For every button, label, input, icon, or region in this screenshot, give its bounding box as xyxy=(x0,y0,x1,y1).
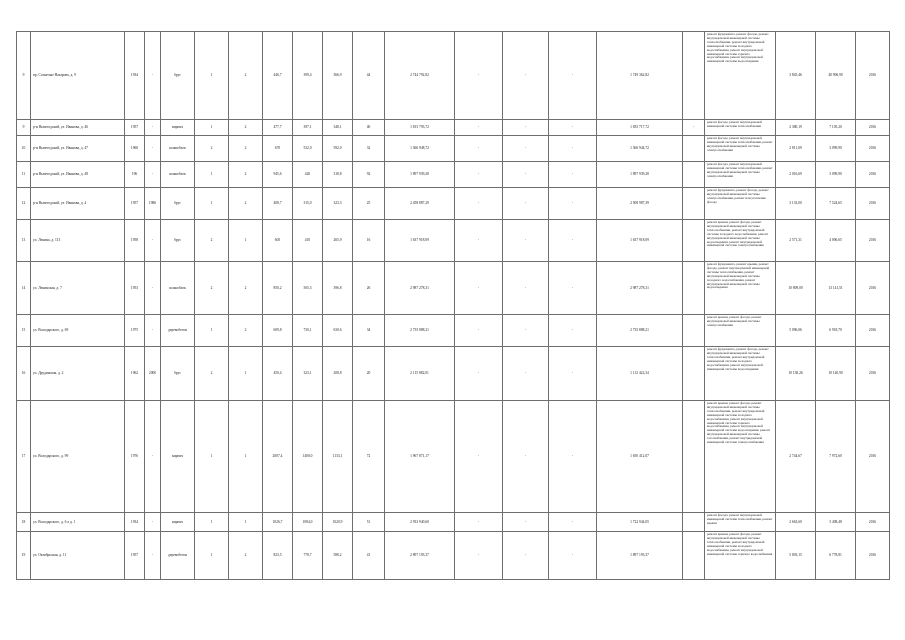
floors-cell: 2 xyxy=(229,532,263,580)
total-cost-cell: 1 749 362,82 xyxy=(597,32,683,120)
wall-material-cell: шлакоблок xyxy=(161,262,195,315)
plan-year-cell: 2016 xyxy=(856,347,890,401)
residential-area-cell: 592,0 xyxy=(323,136,353,162)
total-area-cell: 1026,7 xyxy=(263,513,293,532)
works-cell: ремонт фундамента, ремонт фасада, ремонт внутридомовой инженерной системы теплоснабжения, ремонт внутридомовой инженерной системы холодного водоснабжения, ремонт внутридомовой инженерной системы горячего водоснабжения, ремонт внутридомовой инженерной системы водоотведения xyxy=(705,32,776,120)
wall-material-cell: брус xyxy=(161,347,195,401)
works-cell: ремонт фундамента, ремонт фасада, ремонт внутридомовой инженерной системы теплоснабжения, ремонт внутридомовой инженерной системы холодного водоснабжения, ремонт внутридомовой инженерной системы водоотведения xyxy=(705,347,776,401)
total-cost-cell: 1 366 944,72 xyxy=(597,136,683,162)
total-area-cell: 2007,4 xyxy=(263,401,293,513)
living-area-cell: 532,0 xyxy=(293,136,323,162)
entrances-cell: 1 xyxy=(195,532,229,580)
cost-2-cell: - xyxy=(503,32,549,120)
wall-material-cell: кирпич xyxy=(161,513,195,532)
total-area-cell: 477,7 xyxy=(263,120,293,136)
unit-cost-cell: 2 380,19 xyxy=(776,120,816,136)
unit-cost-cell: 10 809,00 xyxy=(776,262,816,315)
unit-cost-cell: 3 845,46 xyxy=(776,32,816,120)
residents-cell: 32 xyxy=(353,136,385,162)
limit-cost-cell: 7 105,20 xyxy=(816,120,856,136)
address-cell: р-н Вычегодский, ул. Иванова, д. 48 xyxy=(31,162,125,188)
cost-cell: 1 366 948,72 xyxy=(385,136,455,162)
limit-cost-cell: 10 140,90 xyxy=(816,347,856,401)
cost-1-cell: - xyxy=(455,347,503,401)
extra-cell xyxy=(683,347,705,401)
address-cell: р-н Вычегодский, ул. Иванова, д. 47 xyxy=(31,136,125,162)
floors-cell: 1 xyxy=(229,347,263,401)
plan-year-cell: 2016 xyxy=(856,136,890,162)
residents-cell: 16 xyxy=(353,220,385,262)
address-cell: р-н Вычегодский, ул. Иванова, д. 46 xyxy=(31,120,125,136)
document-sheet xyxy=(16,31,889,595)
entrances-cell: 1 xyxy=(195,513,229,532)
year-renovated-cell: - xyxy=(145,262,161,315)
cost-3-cell: - xyxy=(549,188,597,220)
cost-3-cell: - xyxy=(549,347,597,401)
cost-cell: 2 987 278,31 xyxy=(385,262,455,315)
plan-year-cell: 2016 xyxy=(856,120,890,136)
cost-2-cell: - xyxy=(503,220,549,262)
plan-year-cell: 2016 xyxy=(856,513,890,532)
address-cell: ул. Октябрьская, д. 11 xyxy=(31,532,125,580)
limit-cost-cell: 6 778,81 xyxy=(816,532,856,580)
extra-cell xyxy=(683,315,705,347)
entrances-cell: 2 xyxy=(195,262,229,315)
row-number: 13 xyxy=(17,220,31,262)
year-built-cell: 1960 xyxy=(125,136,145,162)
cost-1-cell: - xyxy=(455,120,503,136)
living-area-cell: 315,0 xyxy=(293,188,323,220)
year-built-cell: 1934 xyxy=(125,32,145,120)
works-cell: ремонт фундамента, ремонт крыши, ремонт фасада, ремонт внутридомовой инженерной системы теплоснабжения, ремонт внутридомовой инженерной системы холодного водоснабжения, ремонт внутридомовой инженерной системы водоотведения xyxy=(705,262,776,315)
cost-2-cell: - xyxy=(503,136,549,162)
address-cell: ул. Ленинская, д. 7 xyxy=(31,262,125,315)
cost-2-cell: - xyxy=(503,262,549,315)
total-cost-cell: 1 897 939,28 xyxy=(597,162,683,188)
table-row xyxy=(17,262,890,315)
total-cost-cell: 1 112 422,34 xyxy=(597,347,683,401)
cost-3-cell: - xyxy=(549,136,597,162)
total-cost-cell: 2 508 987,39 xyxy=(597,188,683,220)
total-area-cell: 446,7 xyxy=(263,32,293,120)
unit-cost-cell: 2 663,60 xyxy=(776,513,816,532)
cost-cell: 2 115 882,01 xyxy=(385,347,455,401)
plan-year-cell: 2016 xyxy=(856,162,890,188)
cost-1-cell: - xyxy=(455,513,503,532)
year-renovated-cell: - xyxy=(145,162,161,188)
entrances-cell: 1 xyxy=(195,188,229,220)
living-area-cell: 1084,0 xyxy=(293,513,323,532)
row-number: 12 xyxy=(17,188,31,220)
wall-material-cell: кирпич xyxy=(161,120,195,136)
cost-cell: 1 897 939,28 xyxy=(385,162,455,188)
total-area-cell: 408,7 xyxy=(263,188,293,220)
cost-1-cell: - xyxy=(455,220,503,262)
residents-cell: 72 xyxy=(353,401,385,513)
year-renovated-cell: 2000 xyxy=(145,347,161,401)
residential-area-cell: 348,1 xyxy=(323,120,353,136)
row-number: 11 xyxy=(17,162,31,188)
cost-cell: 2 735 888,21 xyxy=(385,315,455,347)
living-area-cell: 399,4 xyxy=(293,32,323,120)
row-number: 10 xyxy=(17,136,31,162)
table-row xyxy=(17,347,890,401)
extra-cell xyxy=(683,532,705,580)
unit-cost-cell: 2 744,67 xyxy=(776,401,816,513)
cost-1-cell: - xyxy=(455,315,503,347)
floors-cell: 2 xyxy=(229,162,263,188)
floors-cell: 1 xyxy=(229,220,263,262)
extra-cell xyxy=(683,262,705,315)
unit-cost-cell: 2 811,09 xyxy=(776,136,816,162)
total-cost-cell: 2 987 278,31 xyxy=(597,262,683,315)
residential-area-cell: 208,8 xyxy=(323,347,353,401)
residential-area-cell: 366,9 xyxy=(323,32,353,120)
limit-cost-cell: 13 141,51 xyxy=(816,262,856,315)
floors-cell: 2 xyxy=(229,315,263,347)
extra-cell xyxy=(683,220,705,262)
cost-3-cell: - xyxy=(549,513,597,532)
limit-cost-cell: 7 972,60 xyxy=(816,401,856,513)
extra-cell xyxy=(683,162,705,188)
works-cell: ремонт фасада, ремонт внутридомовой инженерной системы теплоснабжения, ремонт внутридомовой инженерной системы электроснабжения xyxy=(705,162,776,188)
living-area-cell: 730,1 xyxy=(293,315,323,347)
cost-cell: 1 815 793,72 xyxy=(385,120,455,136)
wall-material-cell: кирпич xyxy=(161,401,195,513)
cost-3-cell: - xyxy=(549,532,597,580)
works-cell: ремонт крыши, ремонт фасада, ремонт внутридомовой инженерной системы теплоснабжения, ремонт внутридомовой инженерной системы холодного водоснабжения, ремонт внутридомовой инженерной системы горячего водоснабжения, ремонт внутридомовой инженерной системы водоотведения, ремонт внутридомовой инженерной системы газоснабжения, ремонт внутридомовой инженерной системы электроснабжения xyxy=(705,401,776,513)
row-number: 16 xyxy=(17,347,31,401)
address-cell: ул. Володарского, д. 69 xyxy=(31,315,125,347)
cost-3-cell: - xyxy=(549,220,597,262)
year-renovated-cell: 1986 xyxy=(145,188,161,220)
total-area-cell: 450,4 xyxy=(263,347,293,401)
entrances-cell: 2 xyxy=(195,136,229,162)
cost-3-cell: - xyxy=(549,315,597,347)
year-built-cell: 1962 xyxy=(125,347,145,401)
cost-2-cell: - xyxy=(503,120,549,136)
year-renovated-cell: - xyxy=(145,220,161,262)
year-renovated-cell: - xyxy=(145,513,161,532)
extra-cell xyxy=(683,513,705,532)
address-cell: р-н Вычегодский, ул. Иванова, д. 4 xyxy=(31,188,125,220)
limit-cost-cell: 6 918,70 xyxy=(816,315,856,347)
living-area-cell: 323,1 xyxy=(293,347,323,401)
wall-material-cell: брус xyxy=(161,220,195,262)
limit-cost-cell: 3 099,90 xyxy=(816,136,856,162)
entrances-cell: 1 xyxy=(195,401,229,513)
works-cell: ремонт фасада, ремонт внутридомовой инженерной системы теплоснабжения xyxy=(705,120,776,136)
limit-cost-cell: 7 524,65 xyxy=(816,188,856,220)
limit-cost-cell: 40 906,90 xyxy=(816,32,856,120)
entrances-cell: 1 xyxy=(195,120,229,136)
cost-1-cell: - xyxy=(455,401,503,513)
works-cell: ремонт крыши, ремонт фасада, ремонт внутридомовой инженерной системы теплоснабжения, ремонт внутридомовой системы холодного водоснабжения, ремонт внутридомовой инженерной системы водоотведения, ремонт внутридомовой инженерной системы электроснабжения xyxy=(705,220,776,262)
total-area-cell: 605 xyxy=(263,220,293,262)
year-built-cell: 196 xyxy=(125,162,145,188)
cost-1-cell: - xyxy=(455,32,503,120)
works-cell: ремонт крыши, ремонт фасада, ремонт внутридомовой инженерной системы теплоснабжения, ремонт внутридомовой инженерной системы холодного водоснабжения, ремонт внутридомовой инженерной системы горячего водоснабжения xyxy=(705,532,776,580)
cost-cell: 2 744 792,82 xyxy=(385,32,455,120)
year-built-cell: 1975 xyxy=(125,315,145,347)
table-row xyxy=(17,315,890,347)
unit-cost-cell: 5 096,06 xyxy=(776,315,816,347)
cost-2-cell: - xyxy=(503,162,549,188)
residents-cell: 25 xyxy=(353,188,385,220)
cost-2-cell: - xyxy=(503,532,549,580)
unit-cost-cell: 5 803,15 xyxy=(776,532,816,580)
extra-cell xyxy=(683,401,705,513)
wall-material-cell: деревобетон xyxy=(161,315,195,347)
row-number: 18 xyxy=(17,513,31,532)
wall-material-cell: брус xyxy=(161,188,195,220)
row-number: 15 xyxy=(17,315,31,347)
wall-material-cell: шлакоблок xyxy=(161,162,195,188)
cost-3-cell: - xyxy=(549,262,597,315)
total-cost-cell: 1 897 193,37 xyxy=(597,532,683,580)
cost-3-cell: - xyxy=(549,162,597,188)
total-cost-cell: 2 735 888,21 xyxy=(597,315,683,347)
total-cost-cell: 1 637 918,09 xyxy=(597,220,683,262)
residential-area-cell: 396,8 xyxy=(323,262,353,315)
cost-cell: 1 967 871,17 xyxy=(385,401,455,513)
residential-area-cell: 1020,9 xyxy=(323,513,353,532)
entrances-cell: 2 xyxy=(195,220,229,262)
plan-year-cell: 2016 xyxy=(856,32,890,120)
plan-year-cell: 2016 xyxy=(856,220,890,262)
cost-1-cell: - xyxy=(455,162,503,188)
floors-cell: 1 xyxy=(229,401,263,513)
total-area-cell: 850,2 xyxy=(263,262,293,315)
row-number: 17 xyxy=(17,401,31,513)
unit-cost-cell: 3 133,00 xyxy=(776,188,816,220)
wall-material-cell: деревобетон xyxy=(161,532,195,580)
table-row xyxy=(17,532,890,580)
residents-cell: 41 xyxy=(353,532,385,580)
total-area-cell: 609,8 xyxy=(263,315,293,347)
cost-1-cell: - xyxy=(455,262,503,315)
residential-area-cell: 630,6 xyxy=(323,315,353,347)
cost-3-cell: - xyxy=(549,120,597,136)
cost-2-cell: - xyxy=(503,513,549,532)
extra-cell xyxy=(683,32,705,120)
limit-cost-cell: 3 099,90 xyxy=(816,162,856,188)
cost-1-cell: - xyxy=(455,188,503,220)
floors-cell: 2 xyxy=(229,188,263,220)
row-number: 19 xyxy=(17,532,31,580)
year-built-cell: 1953 xyxy=(125,262,145,315)
cost-2-cell: - xyxy=(503,188,549,220)
cost-cell: 2 933 940,60 xyxy=(385,513,455,532)
address-cell: ул. Ленина, д. 113 xyxy=(31,220,125,262)
residents-cell: 44 xyxy=(353,32,385,120)
residents-cell: 34 xyxy=(353,315,385,347)
entrances-cell: 1 xyxy=(195,32,229,120)
plan-year-cell: 2016 xyxy=(856,262,890,315)
capital-repair-table xyxy=(16,31,890,580)
residential-area-cell: 265,9 xyxy=(323,220,353,262)
total-cost-cell: 1 650 412,07 xyxy=(597,401,683,513)
cost-cell: 2 458 887,29 xyxy=(385,188,455,220)
limit-cost-cell: 4 006,65 xyxy=(816,220,856,262)
unit-cost-cell: 10 138,26 xyxy=(776,347,816,401)
works-cell: ремонт фундамента, ремонт фасада, ремонт внутридомовой инженерной системы электроснабжения, ремонт или утепление фасада xyxy=(705,188,776,220)
extra-cell: - xyxy=(683,120,705,136)
table-row xyxy=(17,220,890,262)
cost-3-cell: - xyxy=(549,401,597,513)
plan-year-cell: 2016 xyxy=(856,315,890,347)
residents-cell: 51 xyxy=(353,513,385,532)
table-row xyxy=(17,188,890,220)
table-row xyxy=(17,136,890,162)
year-renovated-cell: - xyxy=(145,32,161,120)
total-area-cell: 670 xyxy=(263,136,293,162)
limit-cost-cell: 3 408,48 xyxy=(816,513,856,532)
works-cell: ремонт фасада, ремонт внутридомовой инженерной системы теплоснабжения, ремонт крыши xyxy=(705,513,776,532)
table-row xyxy=(17,513,890,532)
address-cell: ул. Друдинская, д. 2 xyxy=(31,347,125,401)
address-cell: пр. Солнечно-Назарова, д. 9 xyxy=(31,32,125,120)
residential-area-cell: 318,8 xyxy=(323,162,353,188)
floors-cell: 1 xyxy=(229,513,263,532)
cost-cell: 1 637 918,09 xyxy=(385,220,455,262)
works-cell: ремонт фасада, ремонт внутридомовой инженерной системы теплоснабжения, ремонт внутридомовой инженерной системы электроснабжения xyxy=(705,136,776,162)
living-area-cell: 1400,0 xyxy=(293,401,323,513)
year-built-cell: 1958 xyxy=(125,220,145,262)
extra-cell xyxy=(683,136,705,162)
year-built-cell: 1976 xyxy=(125,401,145,513)
residential-area-cell: 1133,1 xyxy=(323,401,353,513)
floors-cell: 2 xyxy=(229,120,263,136)
works-cell: ремонт крыши, ремонт фасада, ремонт внутридомовой инженерной системы электроснабжения xyxy=(705,315,776,347)
plan-year-cell: 2016 xyxy=(856,401,890,513)
cost-2-cell: - xyxy=(503,347,549,401)
row-number: 9 xyxy=(17,120,31,136)
total-area-cell: 823,5 xyxy=(263,532,293,580)
plan-year-cell: 2016 xyxy=(856,532,890,580)
living-area-cell: 410 xyxy=(293,220,323,262)
residential-area-cell: 588,2 xyxy=(323,532,353,580)
total-cost-cell: 1 722 944,05 xyxy=(597,513,683,532)
year-renovated-cell: - xyxy=(145,136,161,162)
year-renovated-cell: - xyxy=(145,315,161,347)
floors-cell: 2 xyxy=(229,32,263,120)
year-built-cell: 1957 xyxy=(125,532,145,580)
residents-cell: 40 xyxy=(353,120,385,136)
cost-2-cell: - xyxy=(503,315,549,347)
unit-cost-cell: 2 016,69 xyxy=(776,162,816,188)
total-cost-cell: 1 835 717,72 xyxy=(597,120,683,136)
plan-year-cell: 2016 xyxy=(856,188,890,220)
year-renovated-cell: - xyxy=(145,120,161,136)
residents-cell: 92 xyxy=(353,162,385,188)
wall-material-cell: брус xyxy=(161,32,195,120)
entrances-cell: 1 xyxy=(195,162,229,188)
wall-material-cell: шлакоблок xyxy=(161,136,195,162)
extra-cell xyxy=(683,188,705,220)
address-cell: ул. Володарского, д. 6 а д. 1 xyxy=(31,513,125,532)
year-built-cell: 1957 xyxy=(125,188,145,220)
living-area-cell: 420 xyxy=(293,162,323,188)
year-renovated-cell: - xyxy=(145,532,161,580)
cost-1-cell: - xyxy=(455,136,503,162)
living-area-cell: 397,1 xyxy=(293,120,323,136)
cost-cell: 2 897 193,37 xyxy=(385,532,455,580)
year-built-cell: 1934 xyxy=(125,513,145,532)
cost-1-cell: - xyxy=(455,532,503,580)
residents-cell: 20 xyxy=(353,347,385,401)
table-row xyxy=(17,401,890,513)
table-row xyxy=(17,32,890,120)
residential-area-cell: 323,3 xyxy=(323,188,353,220)
floors-cell: 2 xyxy=(229,262,263,315)
total-area-cell: 945,6 xyxy=(263,162,293,188)
floors-cell: 2 xyxy=(229,136,263,162)
cost-2-cell: - xyxy=(503,401,549,513)
row-number: 14 xyxy=(17,262,31,315)
table-row xyxy=(17,162,890,188)
residents-cell: 26 xyxy=(353,262,385,315)
row-number: 9 xyxy=(17,32,31,120)
living-area-cell: 565,3 xyxy=(293,262,323,315)
table-body xyxy=(17,32,890,580)
year-built-cell: 1957 xyxy=(125,120,145,136)
cost-3-cell: - xyxy=(549,32,597,120)
entrances-cell: 2 xyxy=(195,347,229,401)
entrances-cell: 1 xyxy=(195,315,229,347)
year-renovated-cell: - xyxy=(145,401,161,513)
address-cell: ул. Володарского, д. 99 xyxy=(31,401,125,513)
living-area-cell: 778,7 xyxy=(293,532,323,580)
table-row xyxy=(17,120,890,136)
unit-cost-cell: 2 571,31 xyxy=(776,220,816,262)
